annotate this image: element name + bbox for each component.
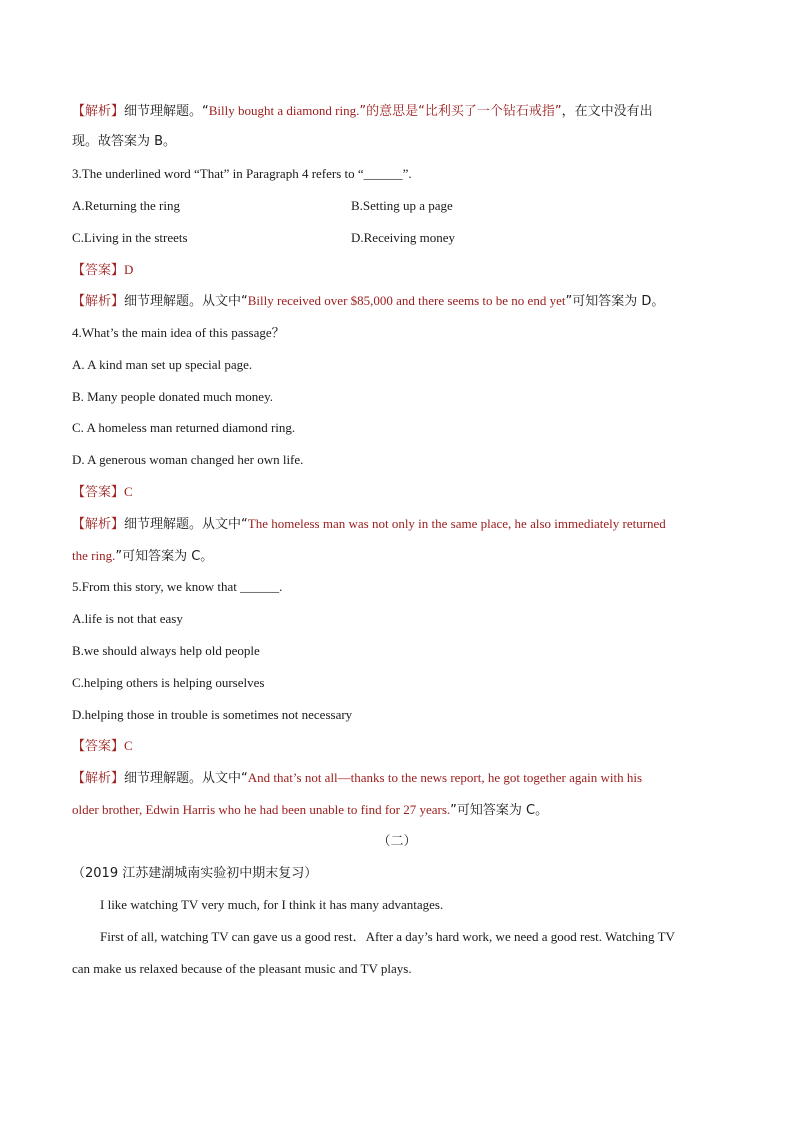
q3-answer (72, 261, 724, 280)
q4-answer (72, 483, 724, 502)
answer-value: C (124, 484, 133, 499)
q5-analysis-line2 (72, 801, 724, 820)
answer-tag: 【答案】 (72, 263, 125, 278)
analysis-tag: 【解析】 (72, 517, 125, 532)
analysis-tail: ”可知答案为 D。 (565, 294, 665, 309)
q3-analysis (72, 292, 724, 311)
answer-tag: 【答案】 (72, 739, 125, 754)
q5-answer (72, 737, 724, 756)
q4-option-c: C. A homeless man returned diamond ring. (72, 420, 296, 435)
analysis-quote: Billy received over $85,000 and there seems to be no end yet (247, 293, 566, 308)
analysis-quote: Billy bought a diamond ring. (208, 103, 360, 118)
q4-option-b: B. Many people donated much money. (72, 389, 273, 404)
q4-option-d: D. A generous woman changed her own life. (72, 452, 304, 467)
section-heading: （二） (377, 834, 417, 849)
analysis-tail: ，在文中没有出 (561, 104, 653, 119)
analysis-quote-cont: the ring. (72, 548, 116, 563)
analysis-quote: And that’s not all—thanks to the news report, he got together again with his (247, 770, 643, 785)
q3-stem: 3.The underlined word “That” in Paragraph 4 refers to “______”. (72, 166, 412, 181)
analysis-lead: 细节理解题。从文中“ (124, 294, 248, 309)
q5-stem: 5.From this story, we know that ______. (72, 579, 283, 594)
q3-option-c: C.Living in the streets (72, 230, 188, 245)
analysis-meaning: ”的意思是“比利买了一个钻石戒指” (359, 104, 562, 119)
q3-option-b: B.Setting up a page (351, 198, 453, 213)
q2-analysis-line1 (72, 102, 724, 121)
analysis-tag: 【解析】 (72, 294, 125, 309)
q5-option-d: D.helping those in trouble is sometimes not necessary (72, 707, 353, 722)
analysis-lead: 细节理解题。“ (124, 104, 209, 119)
q3-option-a: A.Returning the ring (72, 198, 180, 213)
analysis-tag: 【解析】 (72, 104, 125, 119)
q2-analysis-line2: 现。故答案为 B。 (72, 134, 177, 149)
analysis-lead: 细节理解题。从文中“ (124, 771, 248, 786)
analysis-tail: ”可知答案为 C。 (115, 549, 214, 564)
q4-analysis-line1 (72, 515, 724, 534)
analysis-quote-cont: older brother, Edwin Harris who he had been unable to find for 27 years. (72, 802, 451, 817)
q4-stem: 4.What’s the main idea of this passage？ (72, 325, 285, 340)
analysis-lead: 细节理解题。从文中“ (124, 517, 248, 532)
passage-paragraph-2-line2: can make us relaxed because of the pleasant music and TV plays. (72, 961, 412, 976)
answer-value: D (124, 262, 134, 277)
answer-tag: 【答案】 (72, 485, 125, 500)
section-source: （2019 江苏建湖城南实验初中期末复习） (72, 866, 318, 881)
analysis-tag: 【解析】 (72, 771, 125, 786)
passage-paragraph-1: I like watching TV very much, for I think it has many advantages. (100, 897, 444, 912)
answer-value: C (124, 738, 133, 753)
passage-paragraph-2-line1: First of all, watching TV can gave us a good rest．After a day’s hard work, we need a good rest. Watching TV (100, 929, 675, 944)
q4-analysis-line2 (72, 547, 724, 566)
q5-analysis-line1 (72, 769, 724, 788)
analysis-quote: The homeless man was not only in the same place, he also immediately returned (247, 516, 666, 531)
q4-option-a: A. A kind man set up special page. (72, 357, 253, 372)
q5-option-a: A.life is not that easy (72, 611, 183, 626)
analysis-tail: ”可知答案为 C。 (450, 803, 549, 818)
q5-option-c: C.helping others is helping ourselves (72, 675, 265, 690)
q5-option-b: B.we should always help old people (72, 643, 260, 658)
q3-option-d: D.Receiving money (351, 230, 455, 245)
